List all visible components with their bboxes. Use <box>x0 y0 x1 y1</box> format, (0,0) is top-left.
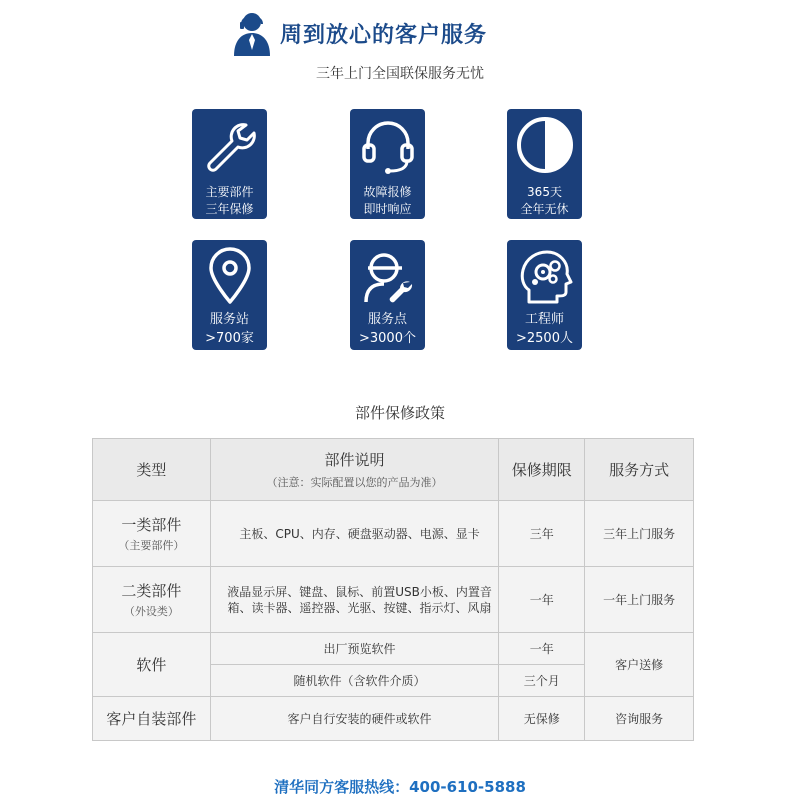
tile-value: 全年无休 <box>520 202 569 216</box>
tile-label: 365天 <box>527 185 562 199</box>
category-cell: 软件 <box>93 633 211 697</box>
service-cell: 客户送修 <box>585 633 694 697</box>
service-cell: 咨询服务 <box>585 697 694 741</box>
category-cell: 二类部件 （外设类） <box>93 567 211 633</box>
term-cell: 三个月 <box>499 665 585 697</box>
tile-value: >3000个 <box>359 331 416 346</box>
table-header-row <box>93 439 694 501</box>
tile-label: 故障报修 <box>363 185 412 199</box>
tile-main-parts-warranty <box>192 109 267 219</box>
service-hotline: 清华同方客服热线：400-610-5888 <box>274 778 526 796</box>
tile-label: 服务点 <box>367 312 407 327</box>
policy-title: 部件保修政策 <box>354 404 445 422</box>
table-row <box>93 633 694 665</box>
tile-value: 三年保修 <box>205 202 254 216</box>
tile-repair-response <box>350 109 425 219</box>
engineer-head-gears-icon <box>515 246 575 306</box>
service-cell: 三年上门服务 <box>585 501 694 567</box>
tile-service-stations <box>192 240 267 350</box>
wrench-icon <box>202 119 258 175</box>
category-cell: 一类部件 （主要部件） <box>93 501 211 567</box>
page-subtitle: 三年上门全国联保服务无忧 <box>316 66 484 82</box>
header-description: 部件说明 （注意：实际配置以您的产品为准） <box>210 439 499 501</box>
page-title: 周到放心的客户服务 <box>280 23 488 48</box>
service-header <box>0 6 800 56</box>
tile-value: >700家 <box>205 331 254 346</box>
description-cell: 客户自行安装的硬件或软件 <box>210 697 499 741</box>
category-cell: 客户自装部件 <box>93 697 211 741</box>
tile-value: >2500人 <box>516 331 573 346</box>
half-circle-icon <box>515 115 575 175</box>
description-cell: 主板、CPU、内存、硬盘驱动器、电源、显卡 <box>210 501 499 567</box>
headset-icon <box>358 117 418 175</box>
term-cell: 无保修 <box>499 697 585 741</box>
term-cell: 一年 <box>499 567 585 633</box>
tile-365-days <box>507 109 582 219</box>
location-pin-icon <box>205 246 255 306</box>
table-row <box>93 697 694 741</box>
customer-service-person-icon <box>230 10 274 56</box>
term-cell: 三年 <box>499 501 585 567</box>
tile-label: 主要部件 <box>205 185 254 199</box>
header-service: 服务方式 <box>585 439 694 501</box>
tile-label: 工程师 <box>524 312 564 327</box>
warranty-policy-table <box>92 438 694 741</box>
description-cell: 出厂预览软件 <box>210 633 499 665</box>
tile-value: 即时响应 <box>363 202 412 216</box>
tile-service-points <box>350 240 425 350</box>
table-row <box>93 501 694 567</box>
header-type: 类型 <box>93 439 211 501</box>
description-cell: 液晶显示屏、键盘、鼠标、前置USB小板、内置音箱、读卡器、遥控器、光驱、按键、指示灯、风扇 <box>210 567 499 633</box>
table-row <box>93 567 694 633</box>
service-cell: 一年上门服务 <box>585 567 694 633</box>
tile-label: 服务站 <box>209 312 249 327</box>
description-cell: 随机软件（含软件介质） <box>210 665 499 697</box>
technician-icon <box>358 246 418 306</box>
header-term: 保修期限 <box>499 439 585 501</box>
term-cell: 一年 <box>499 633 585 665</box>
tile-engineers <box>507 240 582 350</box>
